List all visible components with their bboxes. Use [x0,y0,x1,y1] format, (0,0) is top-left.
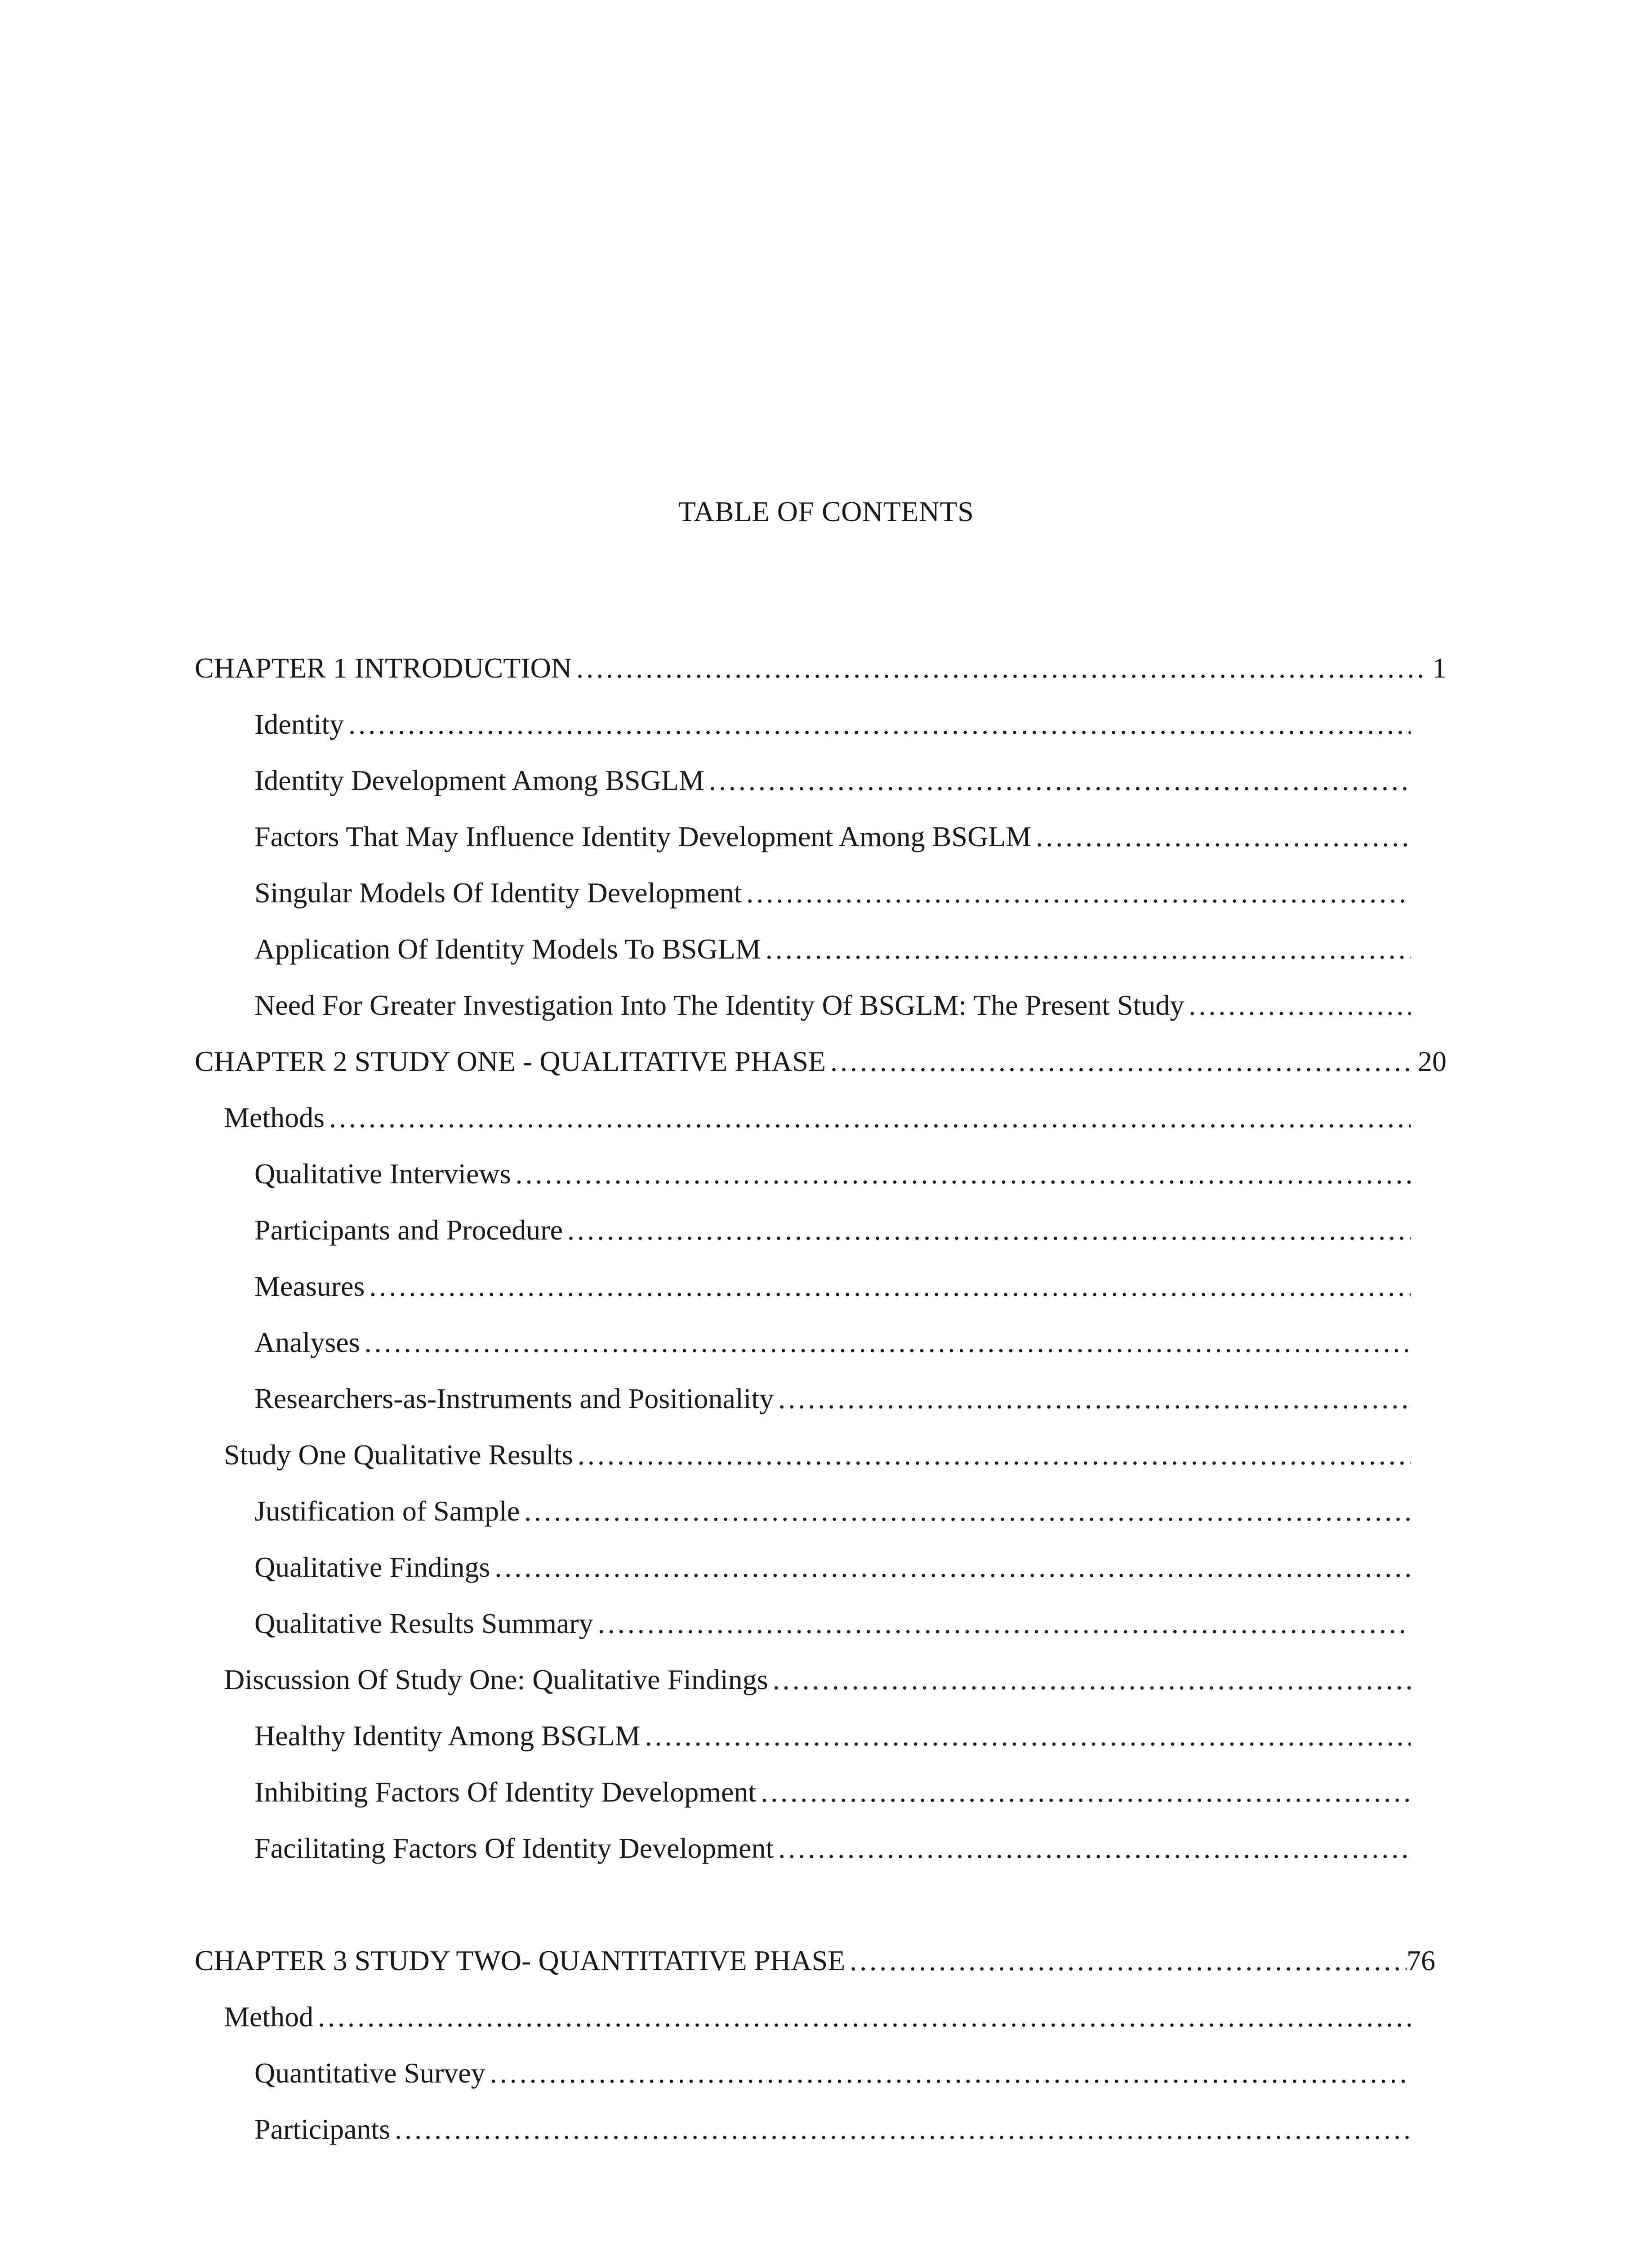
toc-entry-identity-development [254,763,1411,798]
toc-entry-label: Methods [224,1102,325,1133]
dot-leader [778,1830,1411,1866]
dot-leader [830,1044,1413,1079]
toc-entry-methods [224,1100,1411,1136]
toc-entry-qualitative-interviews [254,1156,1411,1192]
toc-entry-study-one-results [224,1437,1411,1473]
dot-leader [1189,987,1411,1023]
dot-leader [773,1662,1411,1698]
toc-entry-label: Researchers-as-Instruments and Positionality [254,1383,774,1414]
dot-leader [395,2111,1411,2147]
toc-entry-label: CHAPTER 2 STUDY ONE - QUALITATIVE PHASE [195,1045,826,1077]
toc-entry-qualitative-findings [254,1549,1411,1585]
dot-leader [329,1100,1411,1136]
toc-entry-label: Qualitative Interviews [254,1158,511,1190]
toc-entry-page: 20 [1418,1045,1447,1077]
toc-entry-label: CHAPTER 1 INTRODUCTION [195,652,572,684]
dot-leader [850,1943,1407,1979]
toc-entry-researchers-as-instruments [254,1381,1411,1417]
toc-entry-chapter-3 [195,1943,1435,1979]
toc-entry-application [254,931,1411,967]
toc-entry-need-for-investigation [254,987,1411,1023]
toc-entry-label: Identity Development Among BSGLM [254,764,704,796]
dot-leader [709,763,1411,798]
toc-entry-singular-models [254,875,1411,911]
toc-entry-label: Healthy Identity Among BSGLM [254,1720,641,1752]
toc-entry-label: Participants and Procedure [254,1214,563,1246]
toc-entry-participants [254,2111,1411,2147]
toc-entry-identity [254,706,1411,742]
toc-entry-label: Analyses [254,1326,360,1358]
toc-entry-qualitative-results-summary [254,1606,1411,1641]
toc-entry-facilitating-factors [254,1830,1411,1866]
toc-entry-factors [254,819,1411,855]
toc-entry-label: Study One Qualitative Results [224,1439,573,1471]
dot-leader [1036,819,1411,855]
toc-entry-label: Application Of Identity Models To BSGLM [254,933,761,965]
dot-leader [494,1549,1411,1585]
toc-entry-page: 1 [1432,652,1447,684]
dot-leader [761,1774,1411,1810]
toc-entry-analyses [254,1325,1411,1360]
toc-title: TABLE OF CONTENTS [678,495,974,527]
dot-leader [524,1493,1411,1529]
toc-entry-participants-procedure [254,1212,1411,1248]
toc-entry-label: Qualitative Results Summary [254,1607,593,1639]
toc-entry-label: Justification of Sample [254,1495,520,1527]
dot-leader [645,1718,1411,1754]
dot-leader [766,931,1411,967]
toc-entry-label: Need For Greater Investigation Into The Identity Of BSGLM: The Present Study [254,989,1184,1021]
toc-entry-chapter-1 [195,650,1447,686]
toc-entry-label: Singular Models Of Identity Development [254,877,742,909]
toc-entry-measures [254,1268,1411,1304]
toc-entry-label: Facilitating Factors Of Identity Development [254,1832,774,1864]
toc-entry-label: Identity [254,708,344,740]
toc-entry-justification-of-sample [254,1493,1411,1529]
dot-leader [369,1268,1411,1304]
toc-entry-label: Inhibiting Factors Of Identity Development [254,1776,757,1808]
dot-leader [578,1437,1411,1473]
toc-entry-label: Participants [254,2113,391,2145]
toc-entry-label: Factors That May Influence Identity Development Among BSGLM [254,821,1032,852]
toc-entry-label: Qualitative Findings [254,1551,490,1583]
dot-leader [515,1156,1411,1192]
toc-entry-label: Measures [254,1270,365,1302]
toc-entry-label: Discussion Of Study One: Qualitative Findings [224,1664,768,1695]
dot-leader [778,1381,1411,1417]
dot-leader [746,875,1411,911]
toc-entry-chapter-2 [195,1044,1447,1079]
toc-entry-quantitative-survey [254,2055,1411,2091]
toc-entry-healthy-identity [254,1718,1411,1754]
dot-leader [598,1606,1411,1641]
dot-leader [348,706,1411,742]
toc-entry-discussion-study-one [224,1662,1411,1698]
toc-entry-label: Method [224,2001,314,2033]
toc-entry-method [224,1999,1411,2035]
toc-entry-label: CHAPTER 3 STUDY TWO- QUANTITATIVE PHASE [195,1945,846,1976]
dot-leader [576,650,1428,686]
dot-leader [365,1325,1411,1360]
dot-leader [318,1999,1411,2035]
dot-leader [490,2055,1411,2091]
toc-entry-inhibiting-factors [254,1774,1411,1810]
toc-entry-label: Quantitative Survey [254,2057,485,2089]
toc-entry-page: 76 [1407,1945,1435,1976]
dot-leader [567,1212,1411,1248]
